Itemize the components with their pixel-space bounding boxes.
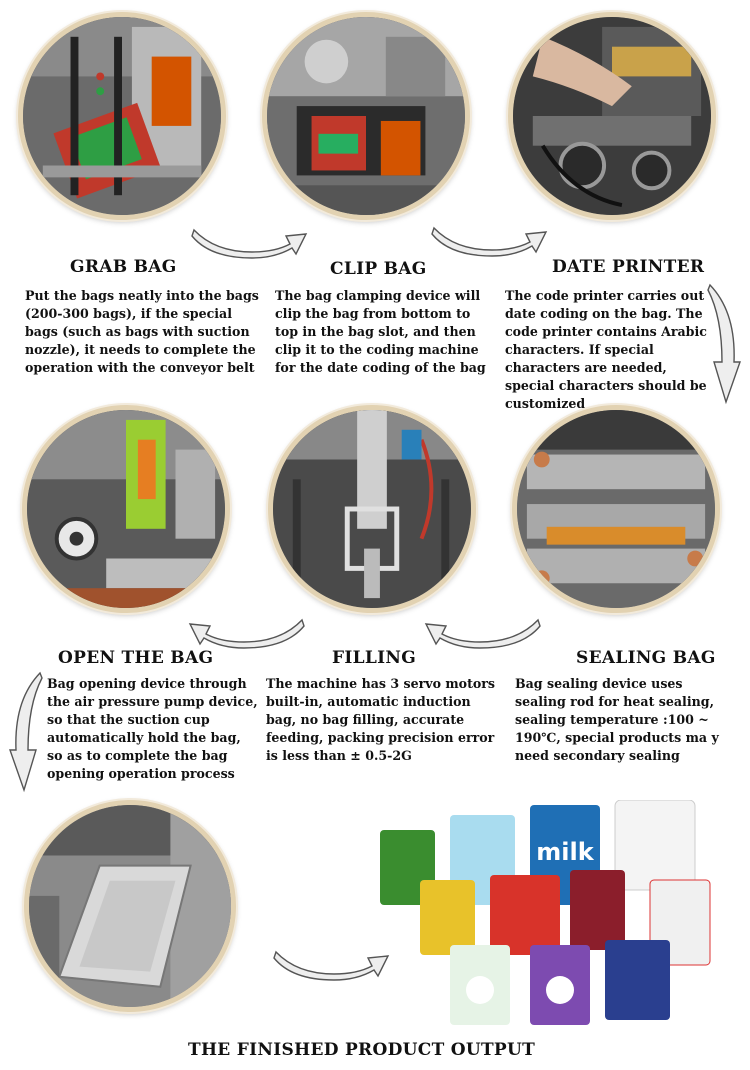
clip-bag-photo [262,12,470,220]
down-arrow-icon [8,670,44,795]
step-description: Bag opening device through the air pressure pump device, so that the suction cup automatically hold the bag, so as to complete the bag opening operation process [47,676,258,781]
product-milk-label: milk [536,838,594,866]
date-printer-photo [508,12,716,220]
product-pouches-image [380,800,725,1030]
step-description: Bag sealing device uses sealing rod for heat sealing, sealing temperature :100 ~ 190℃, special products ma y need secondary sealing [515,676,719,763]
step-description: Put the bags neatly into the bags (200-300 bags), if the special bags (such as bags with suction nozzle), it needs to complete the operation with the conveyor belt [25,288,259,375]
finished-output-photo [24,800,236,1012]
curved-arrow-icon [430,220,550,258]
curved-arrow-icon [422,612,542,650]
curved-arrow-icon [186,612,306,650]
filling-photo [268,405,476,613]
step-title: GRAB BAG [70,257,177,277]
curved-arrow-icon [190,222,310,260]
step-title: SEALING BAG [576,648,716,668]
grab-bag-photo [18,12,226,220]
step-title: OPEN THE BAG [58,648,214,668]
down-arrow-icon [706,282,742,407]
open-bag-photo [22,405,230,613]
final-output-title: THE FINISHED PRODUCT OUTPUT [188,1040,536,1060]
curved-arrow-icon [272,944,392,982]
step-description: The code printer carries out date coding on the bag. The code printer contains Arabic characters. If special characters are needed, special characters should be customized [505,288,707,411]
step-title: CLIP BAG [330,259,427,279]
step-title: DATE PRINTER [552,257,705,277]
step-description: The bag clamping device will clip the bag from bottom to top in the bag slot, and then clip it to the coding machine for the date coding of the bag [275,288,486,375]
sealing-bag-photo [512,405,720,613]
step-description: The machine has 3 servo motors built-in, automatic induction bag, no bag filling, accurate feeding, packing precision error is less than ± 0.5-2G [266,676,496,763]
step-title: FILLING [332,648,417,668]
